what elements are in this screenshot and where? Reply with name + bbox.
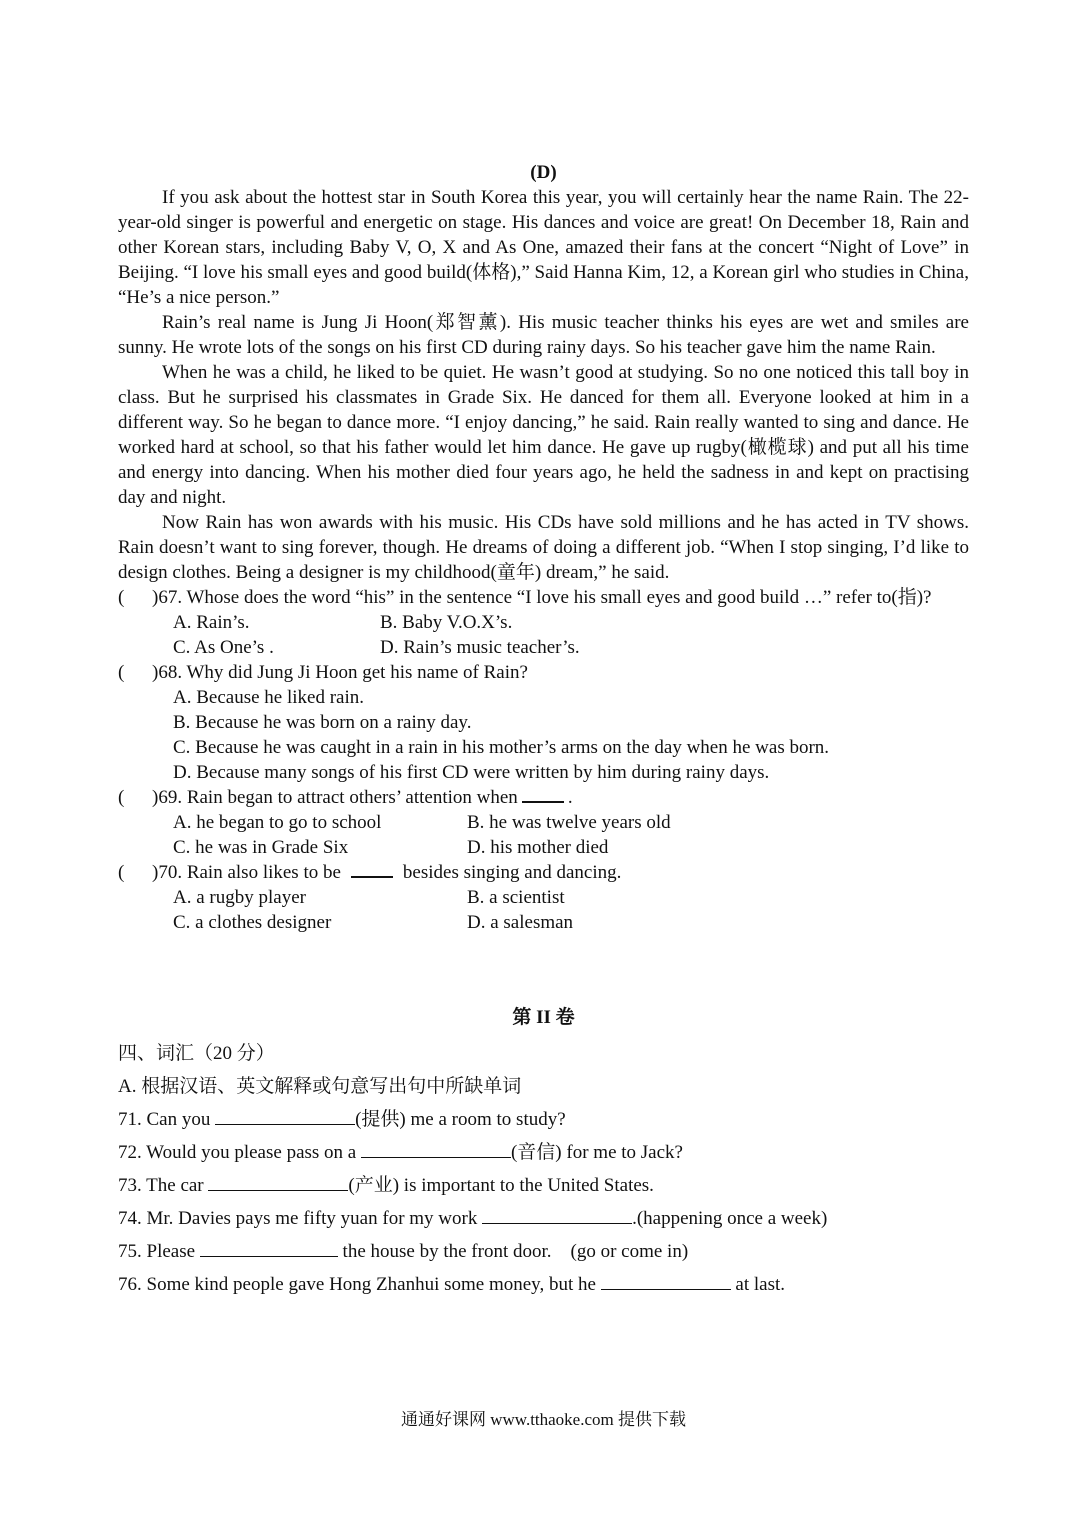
answer-bracket[interactable]: ( xyxy=(118,862,125,883)
option-c: C. he was in Grade Six xyxy=(173,837,349,858)
options xyxy=(118,685,969,785)
option-d: D. a salesman xyxy=(467,912,574,933)
options xyxy=(118,610,969,660)
answer-blank[interactable] xyxy=(215,1107,355,1125)
vocab-item-72 xyxy=(118,1136,969,1169)
question-text-end: besides singing and dancing. xyxy=(402,862,622,883)
question-stem xyxy=(118,585,969,610)
question-text: )69. Rain began to attract others’ attention when xyxy=(152,787,518,808)
option-b: B. Baby V.O.X’s. xyxy=(380,612,513,633)
worksheet-page xyxy=(118,160,969,1301)
options xyxy=(118,810,969,860)
passage-paragraph-4: Now Rain has won awards with his music. His CDs have sold millions and he has acted in TV shows. Rain doesn’t want to sing forever, though. He dreams of doing a different job. “When I stop singing, I’d like to design clothes. Being a designer is my childhood(童年) dream,” he said. xyxy=(118,512,969,583)
option-c: C. a clothes designer xyxy=(173,912,332,933)
passage-paragraph-3: When he was a child, he liked to be quiet. He wasn’t good at studying. So no one noticed this tall boy in class. But he surprised his classmates in Grade Six. He danced for them all. Everyone looked at him in a different way. So he began to dance more. “I enjoy dancing,” he said. Rain really wanted to sing and dance. He worked hard at school, so that his father would let him dance. He gave up rugby(橄榄球) and put all his time and energy into dancing. When his mother died four years ago, he held the sadness in and kept on practising day and night. xyxy=(118,362,969,508)
answer-blank[interactable] xyxy=(208,1173,348,1191)
page-footer: 通通好课网 www.tthaoke.com 提供下载 xyxy=(400,1410,687,1429)
item-text-end: .(happening once a week) xyxy=(632,1208,828,1229)
question-70 xyxy=(118,860,969,935)
passage-paragraph-2: Rain’s real name is Jung Ji Hoon(郑智薰). His music teacher thinks his eyes are wet and smiles are sunny. He wrote lots of the songs on his first CD during rainy days. So his teacher gave him the name Rain. xyxy=(118,312,969,358)
item-text: 71. Can you xyxy=(118,1109,211,1130)
question-text: )67. Whose does the word “his” in the sentence “I love his small eyes and good build …” refer to(指)? xyxy=(152,587,932,608)
item-text-end: (音信) for me to Jack? xyxy=(510,1142,683,1163)
option-a: A. he began to go to school xyxy=(173,812,382,833)
answer-bracket[interactable]: ( xyxy=(118,587,125,608)
answer-blank[interactable] xyxy=(601,1272,731,1290)
item-text: 74. Mr. Davies pays me fifty yuan for my work xyxy=(118,1208,478,1229)
vocab-item-73 xyxy=(118,1169,969,1202)
item-text-end: (产业) is important to the United States. xyxy=(348,1175,654,1196)
option-c: C. Because he was caught in a rain in his mother’s arms on the day when he was born. xyxy=(173,737,830,758)
question-text-end: . xyxy=(567,787,573,808)
item-text: 76. Some kind people gave Hong Zhanhui some money, but he xyxy=(118,1274,596,1295)
section-instruction: A. 根据汉语、英文解释或句意写出句中所缺单词 xyxy=(118,1076,522,1097)
option-b: B. a scientist xyxy=(467,887,565,908)
vocab-item-74 xyxy=(118,1202,969,1235)
question-text: )70. Rain also likes to be xyxy=(152,862,341,883)
option-b: B. Because he was born on a rainy day. xyxy=(173,712,472,733)
question-68 xyxy=(118,660,969,785)
option-c: C. As One’s . xyxy=(173,637,274,658)
option-a: A. Because he liked rain. xyxy=(173,687,364,708)
vocab-item-76 xyxy=(118,1268,969,1301)
answer-blank[interactable] xyxy=(361,1140,511,1158)
question-stem xyxy=(118,860,969,885)
item-text: 72. Would you please pass on a xyxy=(118,1142,357,1163)
question-67 xyxy=(118,585,969,660)
options xyxy=(118,885,969,935)
answer-blank[interactable] xyxy=(200,1239,338,1257)
vocab-item-75 xyxy=(118,1235,969,1268)
vocab-item-71 xyxy=(118,1103,969,1136)
passage-label: (D) xyxy=(530,162,557,183)
answer-bracket[interactable]: ( xyxy=(118,662,125,683)
item-text: 75. Please xyxy=(118,1241,196,1262)
answer-bracket[interactable]: ( xyxy=(118,787,125,808)
item-text-end: (提供) me a room to study? xyxy=(355,1109,566,1130)
option-a: A. a rugby player xyxy=(173,887,306,908)
answer-blank[interactable] xyxy=(351,860,393,878)
answer-blank[interactable] xyxy=(482,1206,632,1224)
passage-paragraph-1: If you ask about the hottest star in South Korea this year, you will certainly hear the name Rain. The 22-year-old singer is powerful and energetic on stage. His dances and voice are great! On December 18, Rain and other Korean stars, including Baby V, O, X and As One, amazed their fans at the concert “Night of Love” in Beijing. “I love his small eyes and good build(体格),” Said Hanna Kim, 12, a Korean girl who studies in China, “He’s a nice person.” xyxy=(118,187,969,308)
option-d: D. Rain’s music teacher’s. xyxy=(380,637,580,658)
option-d: D. Because many songs of his first CD were written by him during rainy days. xyxy=(173,762,770,783)
answer-blank[interactable] xyxy=(522,785,564,803)
question-69 xyxy=(118,785,969,860)
item-text-end: the house by the front door. (go or come in) xyxy=(342,1241,689,1262)
question-text: )68. Why did Jung Ji Hoon get his name of Rain? xyxy=(152,662,528,683)
part-two-title: 第 II 卷 xyxy=(512,1007,575,1028)
question-stem xyxy=(118,660,969,685)
section-heading: 四、词汇（20 分） xyxy=(118,1043,275,1064)
option-d: D. his mother died xyxy=(467,837,609,858)
item-text: 73. The car xyxy=(118,1175,204,1196)
item-text-end: at last. xyxy=(735,1274,786,1295)
question-stem xyxy=(118,785,969,810)
option-b: B. he was twelve years old xyxy=(467,812,671,833)
option-a: A. Rain’s. xyxy=(173,612,250,633)
